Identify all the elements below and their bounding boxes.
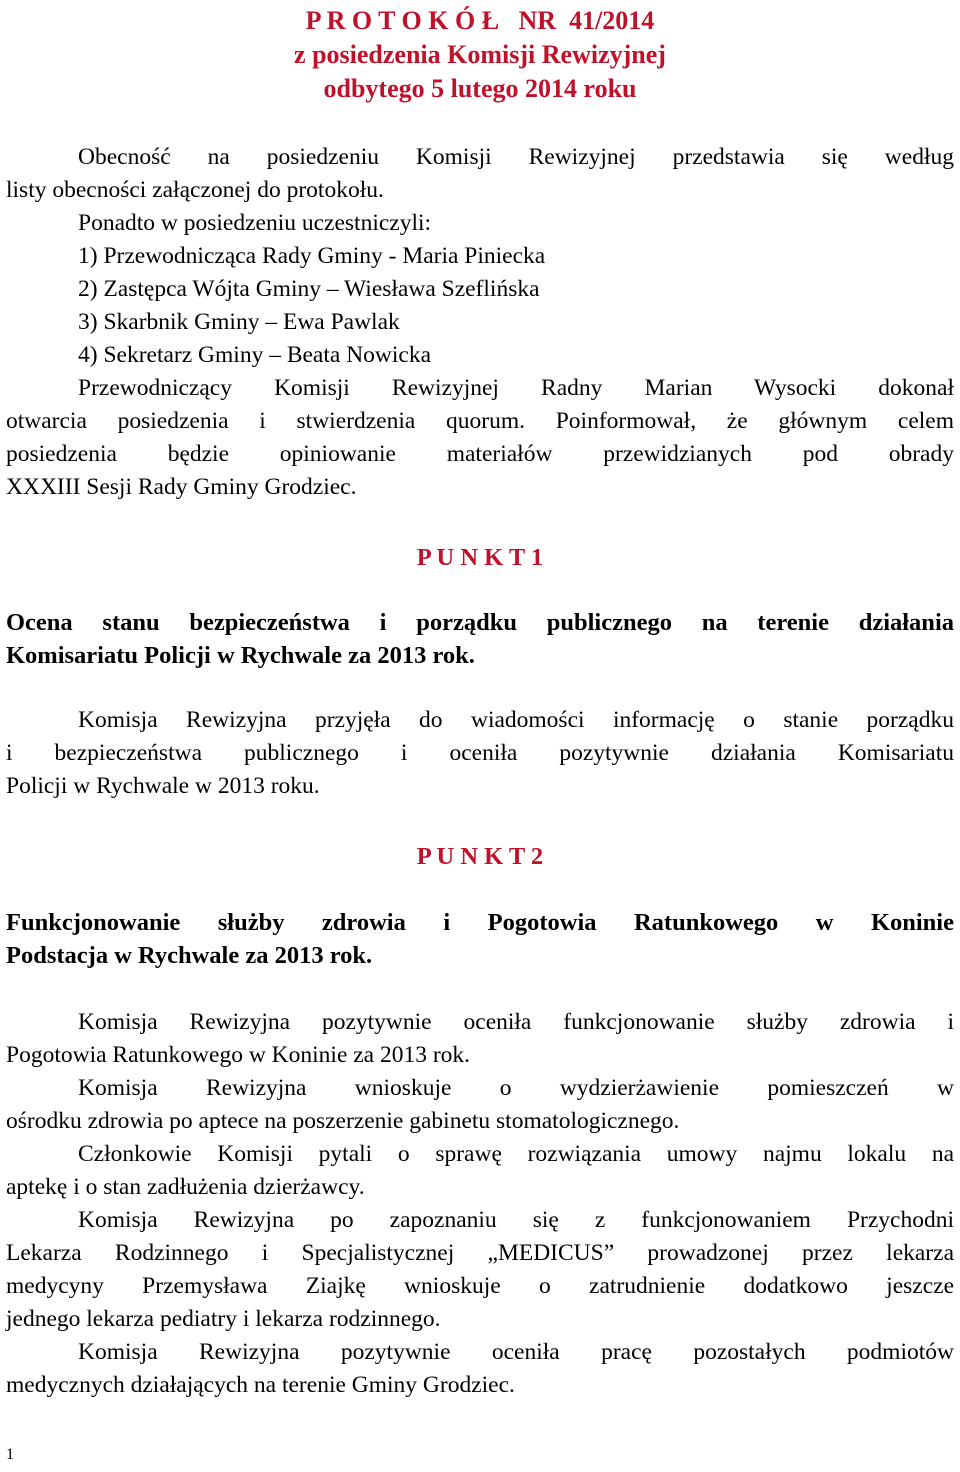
intro-line-3: Ponadto w posiedzeniu uczestniczyli: — [78, 210, 432, 236]
document-title — [6, 4, 954, 106]
intro-line-1: Obecność na posiedzeniu Komisji Rewizyjnej przedstawia się według — [78, 144, 954, 170]
title-line-2: z posiedzenia Komisji Rewizyjnej — [294, 40, 666, 69]
p2-para-4-line-3: medycyny Przemysława Ziajkę wnioskuje o zatrudnienie dodatkowo jeszcze — [6, 1273, 954, 1299]
punkt-1-title-line-2: Komisariatu Policji w Rychwale za 2013 rok. — [6, 642, 475, 669]
title-line-1: P R O T O K Ó Ł NR 41/2014 — [305, 6, 655, 35]
title-line-3: odbytego 5 lutego 2014 roku — [323, 74, 637, 103]
opening-line-2: otwarcia posiedzenia i stwierdzenia quorum. Poinformował, że głównym celem — [6, 408, 954, 434]
punkt-1-title-line-1: Ocena stanu bezpieczeństwa i porządku publicznego na terenie działania — [6, 609, 954, 636]
punkt-2-title-line-1: Funkcjonowanie służby zdrowia i Pogotowia Ratunkowego w Koninie — [6, 909, 954, 936]
attendee-list — [6, 240, 954, 372]
punkt-1-heading: P U N K T 1 — [416, 544, 544, 571]
punkt-1-body — [6, 704, 954, 803]
p2-para-4-line-2: Lekarza Rodzinnego i Specjalistycznej „MEDICUS” prowadzonej przez lekarza — [6, 1240, 954, 1266]
intro-paragraph — [6, 141, 954, 504]
document-page — [6, 0, 954, 1472]
p2-para-2-line-1: Komisja Rewizyjna wnioskuje o wydzierżawienie pomieszczeń w — [78, 1075, 954, 1101]
p2-para-5-line-1: Komisja Rewizyjna pozytywnie oceniła pracę pozostałych podmiotów — [78, 1339, 954, 1365]
punkt-1-body-line-1: Komisja Rewizyjna przyjęła do wiadomości informację o stanie porządku — [78, 707, 954, 733]
page-number: 1 — [6, 1446, 14, 1463]
p2-para-1-line-2: Pogotowia Ratunkowego w Koninie za 2013 rok. — [6, 1042, 471, 1068]
list-item: 2) Zastępca Wójta Gminy – Wiesława Szeflińska — [78, 276, 540, 302]
intro-line-2: listy obecności załączonej do protokołu. — [6, 177, 384, 203]
punkt-2-title-line-2: Podstacja w Rychwale za 2013 rok. — [6, 942, 373, 969]
p2-para-3-line-2: aptekę i o stan zadłużenia dzierżawcy. — [6, 1174, 365, 1200]
p2-para-3-line-1: Członkowie Komisji pytali o sprawę rozwiązania umowy najmu lokalu na — [78, 1141, 954, 1167]
punkt-2-body — [6, 1006, 954, 1402]
punkt-2-title — [6, 906, 954, 972]
list-item: 3) Skarbnik Gminy – Ewa Pawlak — [78, 309, 400, 335]
p2-para-4-line-4: jednego lekarza pediatry i lekarza rodzinnego. — [6, 1306, 441, 1332]
list-item: 1) Przewodnicząca Rady Gminy - Maria Piniecka — [78, 243, 546, 269]
p2-para-5-line-2: medycznych działających na terenie Gminy Grodziec. — [6, 1372, 515, 1398]
punkt-1-body-line-2: i bezpieczeństwa publicznego i oceniła pozytywnie działania Komisariatu — [6, 740, 954, 766]
opening-line-4: XXXIII Sesji Rady Gminy Grodziec. — [6, 474, 357, 500]
punkt-1-title — [6, 606, 954, 672]
punkt-1-body-line-3: Policji w Rychwale w 2013 roku. — [6, 773, 320, 799]
p2-para-4-line-1: Komisja Rewizyjna po zapoznaniu się z funkcjonowaniem Przychodni — [78, 1207, 954, 1233]
list-item: 4) Sekretarz Gminy – Beata Nowicka — [78, 342, 432, 368]
p2-para-2-line-2: ośrodku zdrowia po aptece na poszerzenie gabinetu stomatologicznego. — [6, 1108, 680, 1134]
punkt-2-heading: P U N K T 2 — [416, 843, 544, 870]
p2-para-1-line-1: Komisja Rewizyjna pozytywnie oceniła funkcjonowanie służby zdrowia i — [78, 1009, 954, 1035]
opening-line-3: posiedzenia będzie opiniowanie materiałów przewidzianych pod obrady — [6, 441, 954, 467]
opening-line-1: Przewodniczący Komisji Rewizyjnej Radny Marian Wysocki dokonał — [78, 375, 954, 401]
